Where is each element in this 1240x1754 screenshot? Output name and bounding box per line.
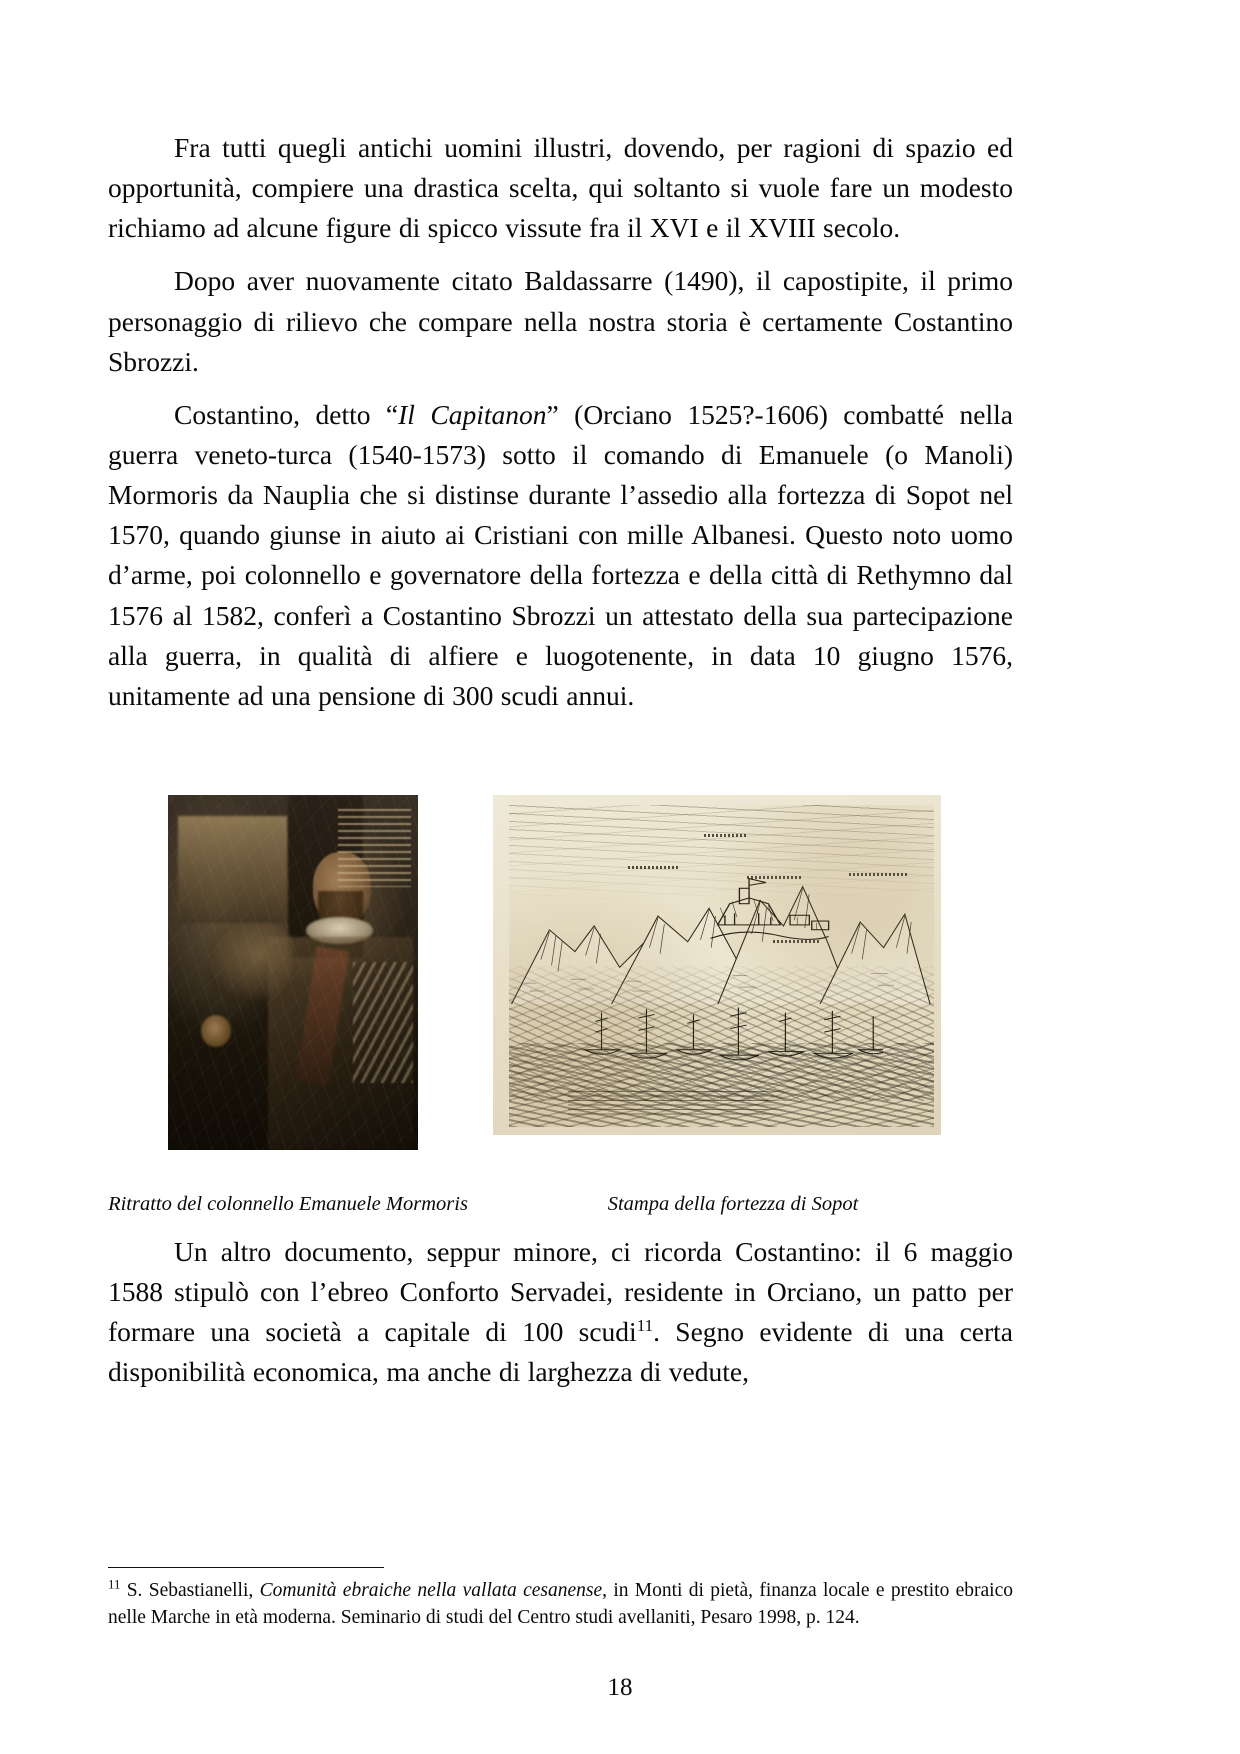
figure-row [108,795,1013,1185]
paragraph-documento-part1: Un altro documento, seppur minore, ci ricorda Costantino: il 6 maggio 1588 stipulò con l’ebreo Conforto Servadei, residente in Orciano, un patto per formare una società a capitale di 100 scudi [108,1236,1013,1348]
paragraph-baldassarre: Dopo aver nuovamente citato Baldassarre (1490), il capostipite, il primo personaggio di rilievo che compare nella nostra storia è certamente Costantino Sbrozzi. [108,265,1013,377]
print-engraving [493,795,941,1135]
paragraph-intro: Fra tutti quegli antichi uomini illustri, dovendo, per ragioni di spazio ed opportunità, compiere una drastica scelta, qui soltanto si vuole fare un modesto richiamo ad alcune figure di spicco vissute fra il XVI e il XVIII secolo. [108,132,1013,244]
body-text-bottom [108,1232,1013,1393]
figure-print [493,795,941,1135]
nickname-il-capitanon: Il Capitanon [398,398,547,430]
paragraph-documento [108,1232,1013,1393]
caption-portrait: Ritratto del colonnello Emanuele Mormoris [108,1193,468,1215]
portrait-craquelure [168,795,418,1150]
print-plate [509,805,935,1126]
footnote-title: Comunità ebraiche nella vallata cesanense [259,1579,603,1601]
footnote-11 [108,1577,1013,1632]
figure-captions [108,1192,1013,1222]
portrait-painting [168,795,418,1150]
paragraph-costantino-part1: Costantino, detto “ [174,398,399,430]
portrait-frame [168,795,418,1150]
footnote-author: S. Sebastianelli, [120,1579,260,1601]
footnote-separator-rule [108,1567,384,1568]
figure-portrait [168,795,418,1150]
paragraph-documento-part2: . Segno evidente di una certa disponibilità economica, ma anche di larghezza di vedute, [108,1316,1013,1388]
footnote-number: 11 [108,1577,121,1592]
page-number: 18 [607,1674,633,1701]
paragraph-costantino-part2: ” (Orciano 1525?-1606) combatté nella guerra veneto-turca (1540-1573) sotto il comando di Emanuele (o Manoli) Mormoris da Nauplia che si distinse durante l’assedio alla fortezza di Sopot nel 1570, quando giunse in aiuto ai Cristiani con mille Albanesi. Questo noto uomo d’arme, poi colonnello e governatore della fortezza e della città di Rethymno dal 1576 al 1582, conferì a Costantino Sbrozzi un attestato della sua partecipazione alla guerra, in qualità di alfiere e luogotenente, in data 10 giugno 1576, unitamente ad una pensione di 300 scudi annui. [108,398,1013,711]
footnote-section [108,1567,1013,1632]
caption-print: Stampa della fortezza di Sopot [607,1193,859,1215]
footnote-source: , in Monti di pietà, finanza locale e prestito ebraico nelle Marche in età moderna. Seminario di studi del Centro studi avellaniti, Pesaro 1998, p. 124. [108,1579,1014,1629]
print-foxing [509,805,935,1126]
body-text-top [108,128,1013,716]
print-frame [493,795,941,1135]
footnote-reference-11[interactable]: 11 [636,1316,654,1336]
paragraph-costantino [108,395,1013,716]
